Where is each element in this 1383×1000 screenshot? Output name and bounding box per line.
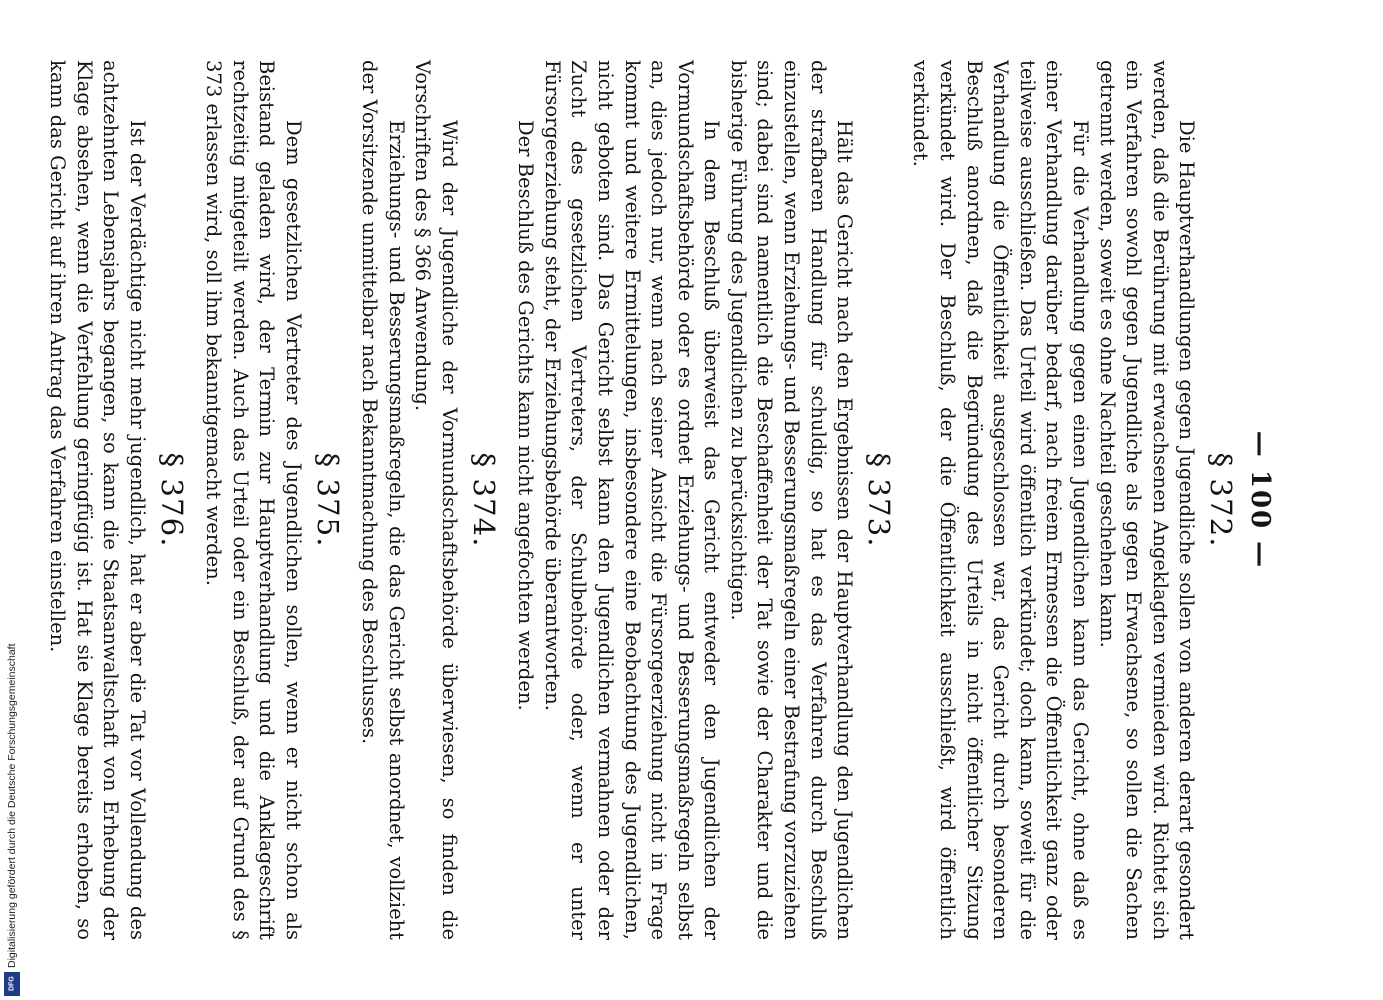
section-376: [44, 60, 194, 940]
section-heading: § 372.: [1204, 452, 1238, 548]
section-heading: § 375.: [310, 452, 345, 548]
section-372: [907, 60, 1243, 940]
section-heading: § 376.: [154, 452, 189, 548]
digitization-credit: [4, 604, 20, 996]
paragraph: Erziehungs- und Besserungsmaßregeln, die das Gericht selbst anordnet, vollzieht der Vorsitzende unmittelbar nach Bekanntmachung des Beschlusses.: [358, 60, 408, 940]
paragraph: Für die Verhandlung gegen einen Jugendlichen kann das Gericht, ohne daß es einer Verhandlung darüber bedarf, nach freiem Ermessen die Öffentlichkeit ganz oder teilweise ausschließen. Das Urteil wird öffentlich verkündet; doch kann, soweit für die Verhandlung die Öffentlichkeit ausgeschlossen war, das Gericht durch besonderen Beschluß anordnen, daß die Begründung des Urteils in nicht öffentlicher Sitzung verkündet wird. Der Beschluß, der die Öffentlichkeit ausschließt, wird öffentlich verkündet.: [909, 60, 1093, 940]
paragraph: Hält das Gericht nach den Ergebnissen der Hauptverhandlung den Jugendlichen der strafbaren Handlung für schuldig, so hat es das Verfahren durch Beschluß einzustellen, wenn Erziehungs- und Besserungsmaßregeln einer Bestrafung vorzuziehen sind; dabei sind namentlich die Beschaffenheit der Tat sowie der Charakter und die bisherige Führung des Jugendlichen zu berücksichtigen.: [726, 60, 857, 940]
paragraph: Wird der Jugendliche der Vormundschaftsbehörde überwiesen, so finden die Vorschriften des § 366 Anwendung.: [411, 60, 461, 940]
section-heading: § 373.: [861, 452, 896, 548]
section-375: [200, 60, 350, 940]
paragraph: Die Hauptverhandlungen gegen Jugendliche sollen von anderen derart gesondert werden, daß die Berührung mit erwachsenen Angeklagten vermieden wird. Richtet sich ein Verfahren sowohl gegen Jugendliche als gegen Erwachsene, so sollen die Sachen getrennt werden, soweit es ohne Nachteil geschehen kann.: [1095, 60, 1199, 940]
section-heading: § 374.: [466, 452, 501, 548]
section-373: [512, 60, 901, 940]
paragraph: Dem gesetzlichen Vertreter des Jugendlichen sollen, wenn er nicht schon als Beistand geladen wird, der Termin zur Hauptverhandlung und die Anklageschrift rechtzeitig mitgeteilt werden. Auch das Urteil oder ein Beschluß, der auf Grund des § 373 erlassen wird, soll ihm bekanntgemacht werden.: [202, 60, 305, 940]
dfg-logo-icon: DFG: [4, 972, 20, 996]
paragraph: Der Beschluß des Gerichts kann nicht angefochten werden.: [514, 120, 538, 711]
document-body: [44, 60, 1243, 940]
paragraph: In dem Beschluß überweist das Gericht entweder den Jugendlichen der Vormundschaftsbehörde oder es ordnet Erziehungs- und Besserungsmaßregeln selbst an, dies jedoch nur, wenn nach seiner Ansicht die Fürsorgeerziehung nicht in Frage kommt und weitere Ermittelungen, insbesondere eine Beobachtung des Jugendlichen, nicht geboten sind. Das Gericht selbst kann den Jugendlichen vermahnen oder der Zucht des gesetzlichen Vertreters, der Schulbehörde oder, wenn er unter Fürsorgeerziehung steht, der Erziehungsbehörde überantworten.: [540, 60, 724, 940]
paragraph: Ist der Verdächtige nicht mehr jugendlich, hat er aber die Tat vor Vollendung des achtzehnten Lebensjahrs begangen, so kann die Staatsanwaltschaft von Erhebung der Klage absehen, wenn die Verfehlung geringfügig ist. Hat sie Klage bereits erhoben, so kann das Gericht auf ihren Antrag das Verfahren einstellen.: [46, 60, 150, 940]
credit-text: Digitalisierung gefördert durch die Deutsche Forschungsgemeinschaft: [6, 643, 18, 968]
page-number: — 100 —: [1245, 430, 1275, 570]
section-374: [356, 60, 506, 940]
